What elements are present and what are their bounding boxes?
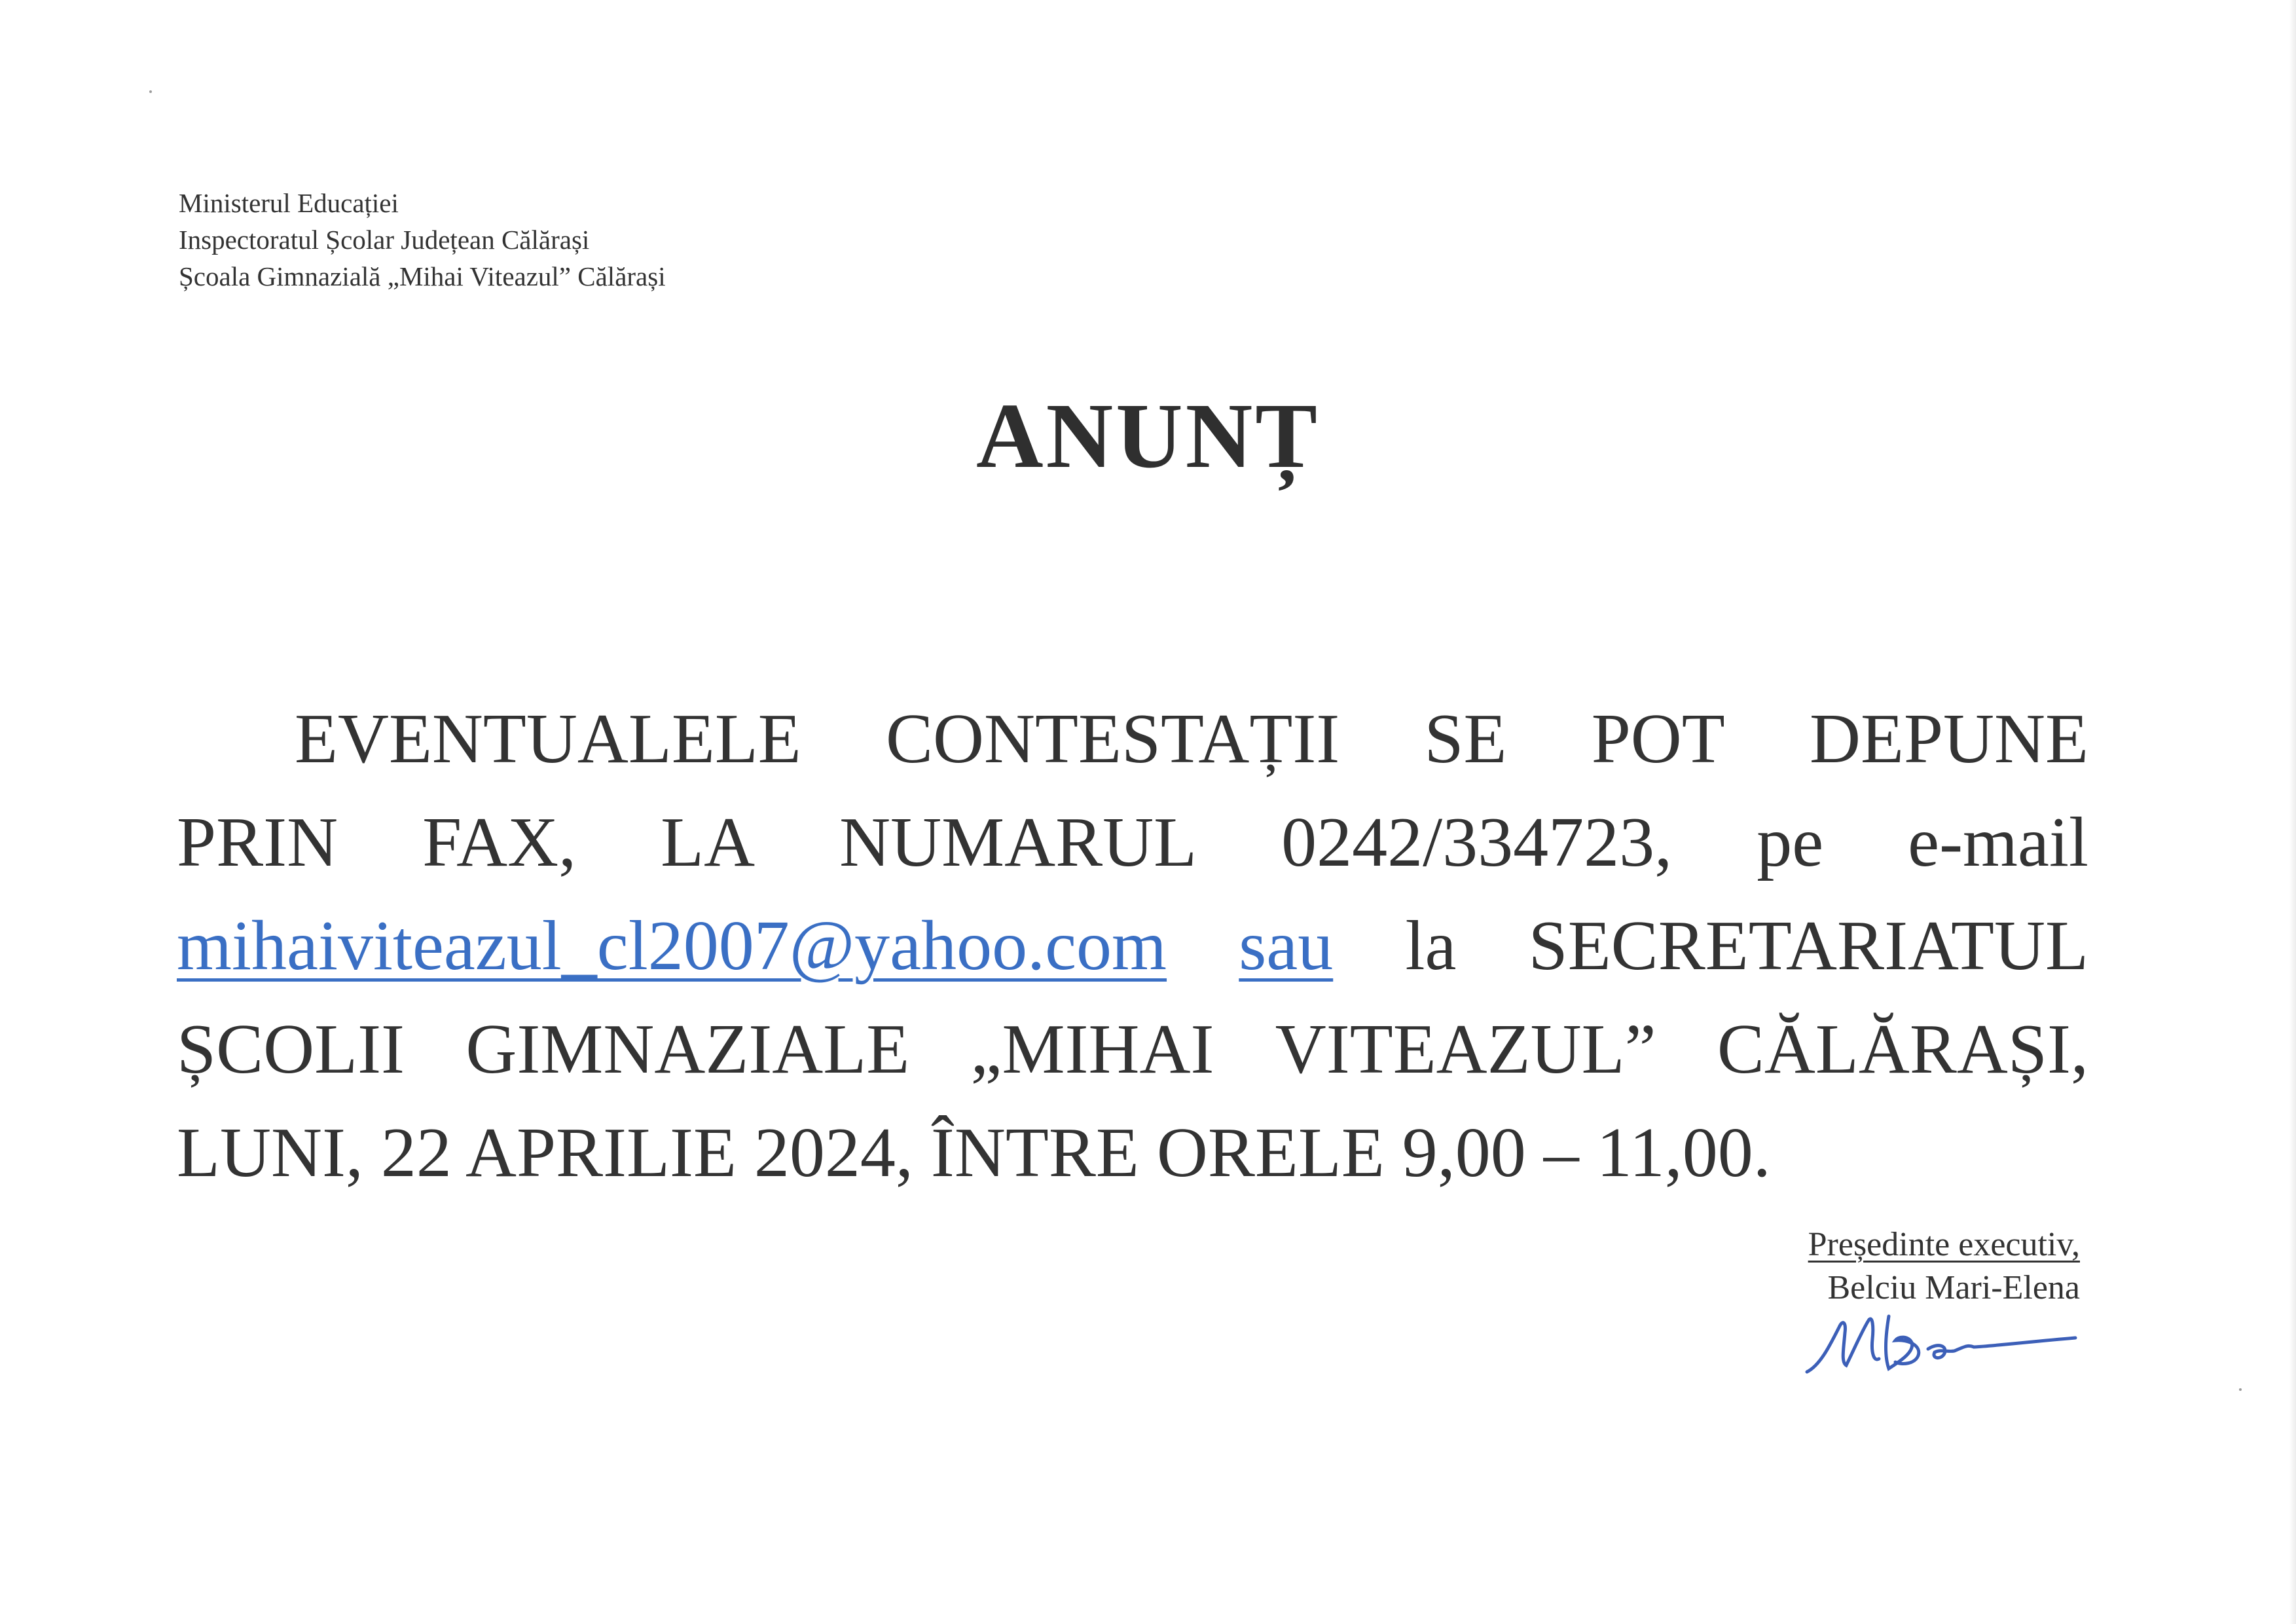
email-link[interactable]: mihaiviteazul_cl2007@yahoo.com (177, 907, 1167, 985)
body-line-2 (177, 791, 2088, 895)
fax-number: 0242/334723, (1281, 803, 1673, 881)
body-word: e-mail (1908, 803, 2088, 881)
body-word: CONTESTAȚII (886, 700, 1340, 778)
body-word: NUMARUL (839, 803, 1197, 881)
body-word: GIMNAZIALE (465, 1010, 910, 1088)
handwritten-signature (1800, 1300, 2082, 1385)
body-line-4 (177, 998, 2088, 1101)
body-word: DEPUNE (1809, 700, 2088, 778)
scan-speck (2239, 1388, 2242, 1391)
body-word: EVENTUALELE (295, 700, 801, 778)
body-word: SECRETARIATUL (1528, 907, 2088, 985)
body-word: CĂLĂRAȘI, (1717, 1010, 2088, 1088)
body-word: SE (1424, 700, 1507, 778)
header-ministry: Ministerul Educației (179, 188, 399, 218)
body-word: PRIN (177, 803, 338, 881)
announcement-body (177, 688, 2088, 1205)
body-line-5 (177, 1101, 2088, 1205)
header-inspectorate: Inspectoratul Școlar Județean Călărași (179, 225, 590, 255)
body-word: POT (1591, 700, 1725, 778)
institution-header (179, 185, 666, 295)
date-time-line: LUNI, 22 APRILIE 2024, ÎNTRE ORELE 9,00 – 11,00. (177, 1114, 1771, 1192)
body-word: LA (661, 803, 756, 881)
scan-speck (149, 90, 152, 93)
body-word: pe (1757, 803, 1824, 881)
email-link-tail[interactable]: sau (1239, 907, 1334, 985)
header-school: Școala Gimnazială „Mihai Viteazul” Călărași (179, 261, 666, 291)
body-word: la (1405, 907, 1457, 985)
scan-edge-shadow (2289, 0, 2296, 1624)
signer-role: Președinte executiv, (1808, 1226, 2080, 1263)
body-line-1 (177, 688, 2088, 791)
body-line-3 (177, 895, 2088, 998)
body-word: „MIHAI (970, 1010, 1214, 1088)
body-word: VITEAZUL” (1275, 1010, 1656, 1088)
body-word: FAX, (422, 803, 577, 881)
signature-block (1808, 1223, 2080, 1310)
signer-name: Belciu Mari-Elena (1827, 1269, 2080, 1306)
announcement-title: ANUNȚ (976, 384, 1320, 487)
body-word: ȘCOLII (177, 1010, 405, 1088)
